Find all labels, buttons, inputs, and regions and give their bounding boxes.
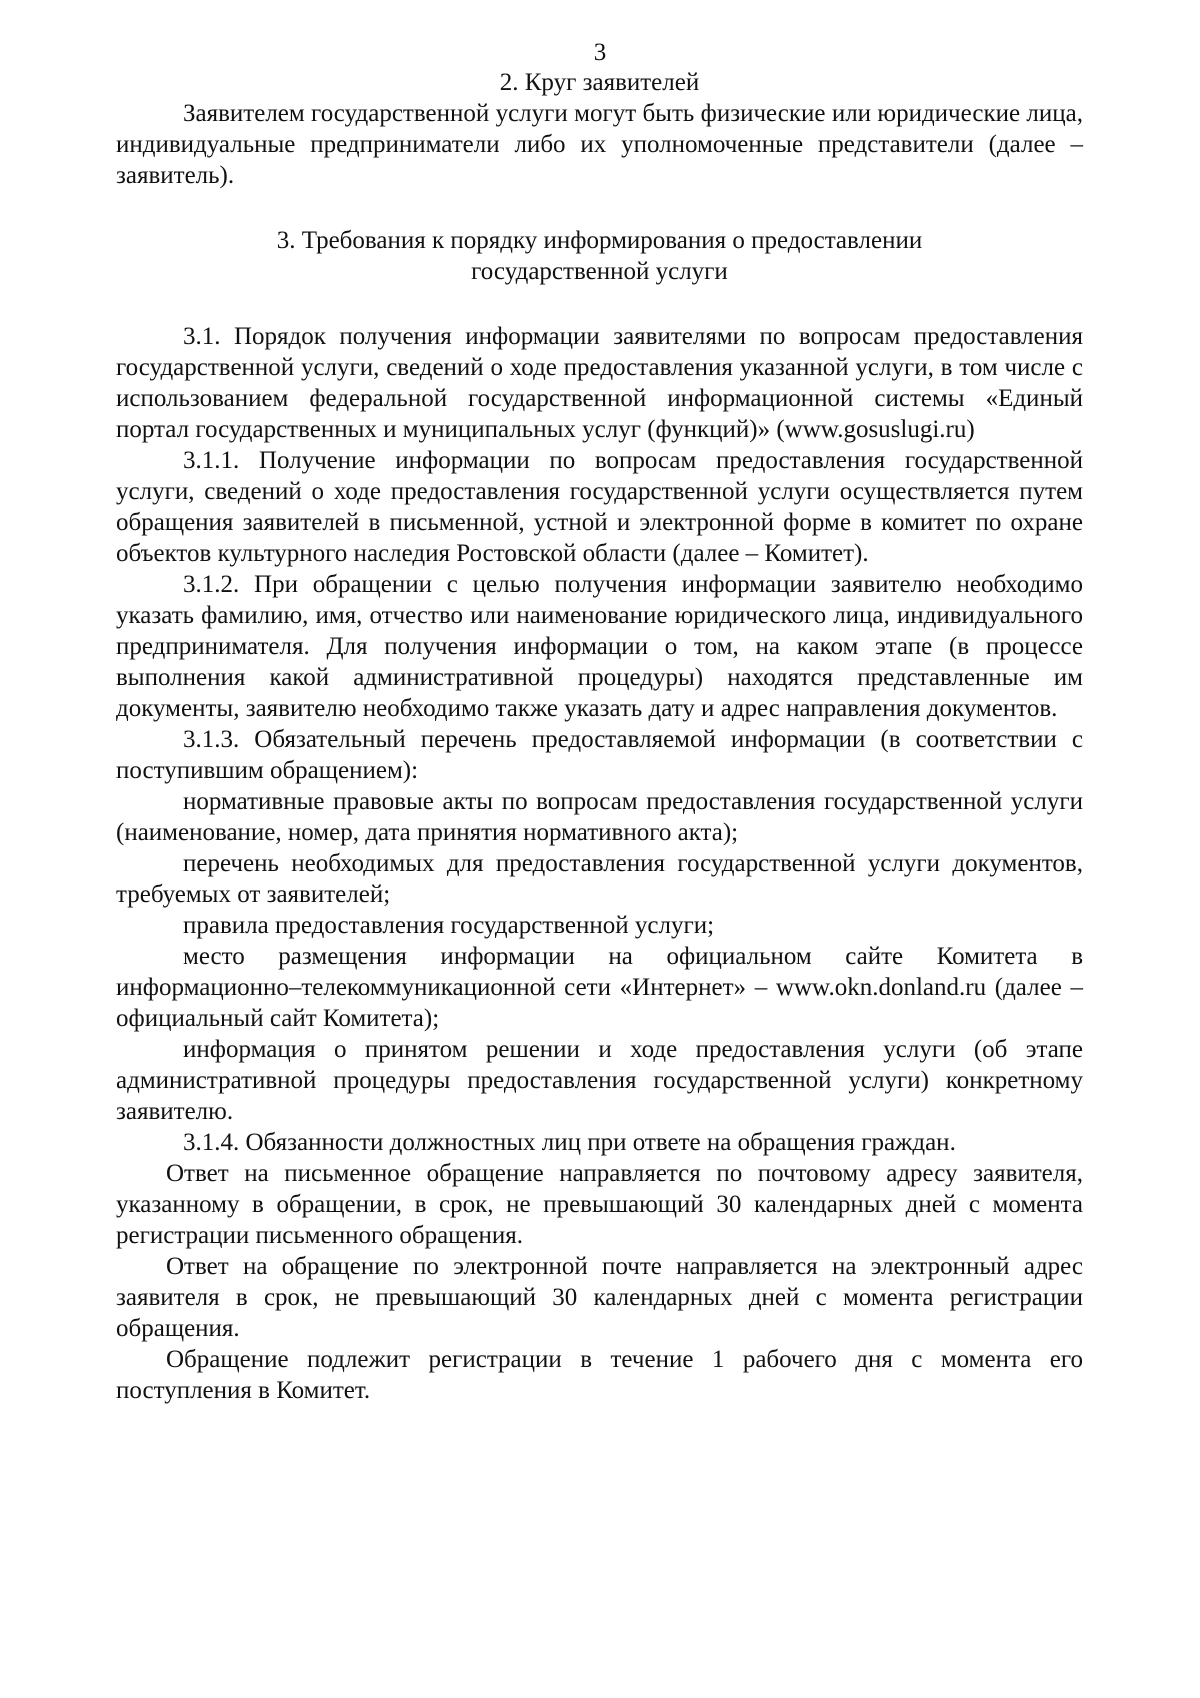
answer-paragraph: Обращение подлежит регистрации в течение 1 рабочего дня с момента его поступления в Комитет. (116, 1346, 1083, 1404)
list-item: информация о принятом решении и ходе предоставления услуги (об этапе административной процедуры предоставления государственной услуги) конкретному заявителю. (116, 1036, 1083, 1125)
list-item: правила предоставления государственной услуги; (183, 912, 715, 939)
paragraph-3-1: 3.1. Порядок получения информации заявителями по вопросам предоставления государственной услуги, сведений о ходе предоставления указанной услуги, в том числе с использованием федеральной государственной информационной системы «Единый портал государственных и муниципальных услуг (функций)» (www.gosuslugi.ru) (116, 323, 1083, 443)
section-2-heading: 2. Круг заявителей (499, 69, 700, 96)
section-3-heading: 3. Требования к порядку информирования о предоставлении государственной услуги (276, 227, 923, 285)
paragraph-3-1-1: 3.1.1. Получение информации по вопросам предоставления государственной услуги, сведений о ходе предоставления государственной услуги осуществляется путем обращения заявителей в письменной, устной и электронной форме в комитет по охране объектов культурного наследия Ростовской области (далее – Комитет). (116, 447, 1083, 567)
paragraph-3-1-2: 3.1.2. При обращении с целью получения информации заявителю необходимо указать фамилию, имя, отчество или наименование юридического лица, индивидуального предпринимателя. Для получения информации о том, на каком этапе (в процессе выполнения какой административной процедуры) находятся представленные им документы, заявителю необходимо также указать дату и адрес направления документов. (116, 571, 1083, 722)
paragraph-3-1-4: 3.1.4. Обязанности должностных лиц при ответе на обращения граждан. (183, 1129, 956, 1156)
paragraph-3-1-3: 3.1.3. Обязательный перечень предоставляемой информации (в соответствии с поступившим обращением): (116, 726, 1083, 784)
page-number: 3 (593, 39, 607, 66)
answer-paragraph: Ответ на обращение по электронной почте направляется на электронный адрес заявителя в срок, не превышающий 30 календарных дней с момента регистрации обращения. (116, 1253, 1083, 1342)
list-item: место размещения информации на официальном сайте Комитета в информационно–телекоммуникационной сети «Интернет» – www.okn.donland.ru (далее – официальный сайт Комитета); (116, 943, 1083, 1032)
list-item: перечень необходимых для предоставления государственной услуги документов, требуемых от заявителей; (116, 850, 1083, 908)
list-item: нормативные правовые акты по вопросам предоставления государственной услуги (наименование, номер, дата принятия нормативного акта); (116, 788, 1083, 846)
document-body (116, 67, 1083, 1406)
section-2-text: Заявителем государственной услуги могут быть физические или юридические лица, индивидуальные предприниматели либо их уполномоченные представители (далее – заявитель). (116, 100, 1083, 189)
answer-paragraph: Ответ на письменное обращение направляется по почтовому адресу заявителя, указанному в обращении, в срок, не превышающий 30 календарных дней с момента регистрации письменного обращения. (116, 1160, 1083, 1249)
